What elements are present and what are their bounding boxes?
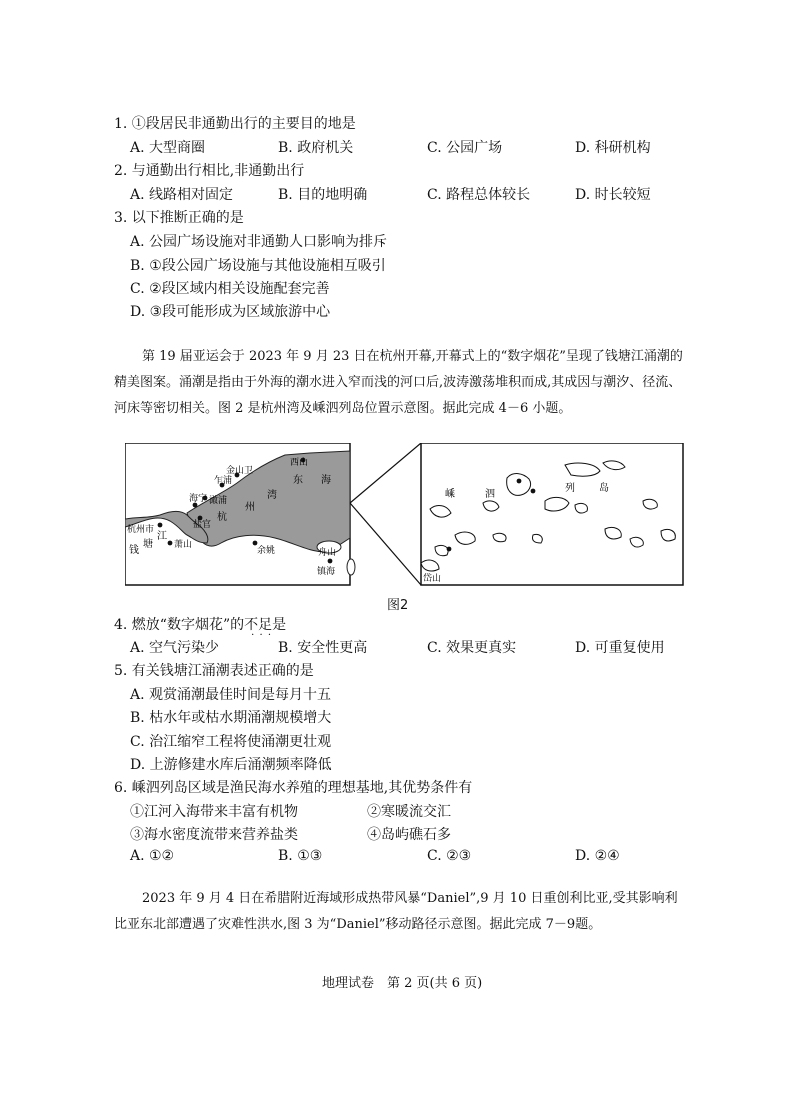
- label-xishan: 西山: [290, 458, 309, 468]
- q3-option-c: C. ②段区域内相关设施配套完善: [130, 281, 330, 297]
- label-bay-wan: 湾: [267, 490, 277, 501]
- q2-option-a: A. 线路相对固定: [130, 187, 234, 203]
- q2-option-d: D. 时长较短: [575, 187, 651, 203]
- label-xiaoshan: 萧山: [174, 540, 193, 550]
- label-bay-zhou: 州: [245, 502, 255, 513]
- right-map-frame: [421, 443, 683, 585]
- island-12: [605, 527, 621, 539]
- connector-top: [350, 443, 421, 503]
- question-6-stem: 6. 嵊泗列岛区域是渔民海水养殖的理想基地,其优势条件有: [114, 780, 473, 796]
- question-5-stem: 5. 有关钱塘江涌潮表述正确的是: [114, 663, 314, 679]
- label-hangzhou: 杭州市: [127, 525, 155, 535]
- island-14: [661, 529, 675, 541]
- small-island: [347, 559, 355, 575]
- passage-2: 2023 年 9 月 4 日在希腊附近海域形成热带风暴“Daniel”,9 月 10 日重创利比亚,受其影响利比亚东北部遭遇了灾难性洪水,图 3 为“Daniel”移动路径示意图。据此完成 7－9题。: [114, 891, 678, 932]
- figure-2-caption: 图2: [387, 598, 409, 613]
- city-dot-xiaoshan: [168, 541, 173, 546]
- label-jinshanwei: 金山卫: [226, 466, 254, 476]
- q6-item-4: ④岛屿礁石多: [367, 827, 451, 843]
- label-zhoushan: 舟山: [318, 548, 337, 558]
- island-11: [532, 534, 542, 543]
- label-zhapu: 乍浦: [214, 476, 233, 486]
- question-4-stem: [114, 614, 286, 634]
- q4-option-d: D. 可重复使用: [575, 640, 665, 656]
- label-sheng: 嵊: [445, 489, 455, 500]
- label-yuyao: 余姚: [257, 546, 276, 556]
- q4-stem-prefix: 4. 燃放“数字烟花”的: [114, 617, 245, 633]
- q6-item-1: ①江河入海带来丰富有机物: [130, 804, 298, 820]
- label-bay-hang: 杭: [217, 512, 227, 523]
- page-footer: 地理试卷 第 2 页(共 6 页): [322, 976, 483, 991]
- city-dot-yuyao: [253, 541, 258, 546]
- q1-option-c: C. 公园广场: [427, 140, 503, 156]
- label-haining: 海宁: [189, 494, 208, 504]
- label-ganpu: 澉浦: [209, 496, 228, 506]
- q2-option-b: B. 目的地明确: [278, 187, 368, 203]
- label-jiang: 江: [157, 531, 167, 542]
- q4-option-a: A. 空气污染少: [130, 640, 220, 656]
- label-hai: 海: [321, 475, 331, 486]
- q6-option-a: A. ①②: [130, 848, 175, 864]
- label-zhenhai: 镇海: [317, 567, 336, 577]
- city-dot-hangzhou: [158, 523, 163, 528]
- q6-option-d: D. ②④: [575, 848, 620, 864]
- q3-option-a: A. 公园广场设施对非通勤人口影响为排斥: [130, 234, 388, 250]
- q6-item-2: ②寒暖流交汇: [367, 804, 451, 820]
- q6-option-c: C. ②③: [427, 848, 472, 864]
- q1-option-d: D. 科研机构: [575, 140, 651, 156]
- label-dong: 东: [293, 475, 303, 486]
- passage-1: 第 19 届亚运会于 2023 年 9 月 23 日在杭州开幕,开幕式上的“数字烟花”呈现了钱塘江涌潮的精美图案。涌潮是指由于外海的潮水进入窄而浅的河口后,波涛激荡堆积而成,其成因与潮汐、径流、河床等密切相关。图 2 是杭州湾及嵊泗列岛位置示意图。据此完成 4－6 小题。: [114, 349, 683, 416]
- q4-option-b: B. 安全性更高: [278, 640, 368, 656]
- town-dot-daishan: [447, 547, 452, 552]
- label-dao: 岛: [599, 483, 609, 494]
- q1-option-b: B. 政府机关: [278, 140, 354, 156]
- island-1: [507, 474, 531, 496]
- q2-option-c: C. 路程总体较长: [427, 187, 531, 203]
- island-6: [575, 503, 587, 513]
- label-qian: 钱: [129, 545, 139, 556]
- q4-stem-emphasis: 不足是 · · ·: [244, 617, 286, 633]
- q3-option-b: B. ①段公园广场设施与其他设施相互吸引: [130, 258, 386, 274]
- q5-option-a: A. 观赏涌潮最佳时间是每月十五: [130, 687, 332, 703]
- label-si: 泗: [485, 489, 495, 500]
- question-1-stem: 1. ①段居民非通勤出行的主要目的地是: [114, 116, 356, 132]
- q5-option-c: C. 治江缩窄工程将使涌潮更壮观: [130, 734, 332, 750]
- town-dot-sijiao: [517, 479, 522, 484]
- figure-2-map: [125, 443, 685, 589]
- q6-option-b: B. ①③: [278, 848, 323, 864]
- q5-option-d: D. 上游修建水库后涌潮频率降低: [130, 757, 332, 773]
- island-15: [643, 499, 657, 509]
- question-2-stem: 2. 与通勤出行相比,非通勤出行: [114, 163, 305, 179]
- label-daishan: 岱山: [423, 574, 442, 584]
- connector-bottom: [350, 503, 421, 585]
- island-10: [493, 533, 506, 541]
- q3-option-d: D. ③段可能形成为区域旅游中心: [130, 304, 331, 320]
- q1-option-a: A. 大型商圈: [130, 140, 206, 156]
- q5-option-b: B. 枯水年或枯水期涌潮规模增大: [130, 710, 332, 726]
- label-yanguan: 盐官: [193, 520, 212, 530]
- town-dot-2: [531, 489, 536, 494]
- q4-option-c: C. 效果更真实: [427, 640, 517, 656]
- question-3-stem: 3. 以下推断正确的是: [114, 210, 244, 226]
- q6-item-3: ③海水密度流带来营养盐类: [130, 827, 298, 843]
- city-dot-zhenhai: [328, 559, 333, 564]
- label-lie: 列: [565, 483, 575, 494]
- label-tang: 塘: [143, 539, 153, 550]
